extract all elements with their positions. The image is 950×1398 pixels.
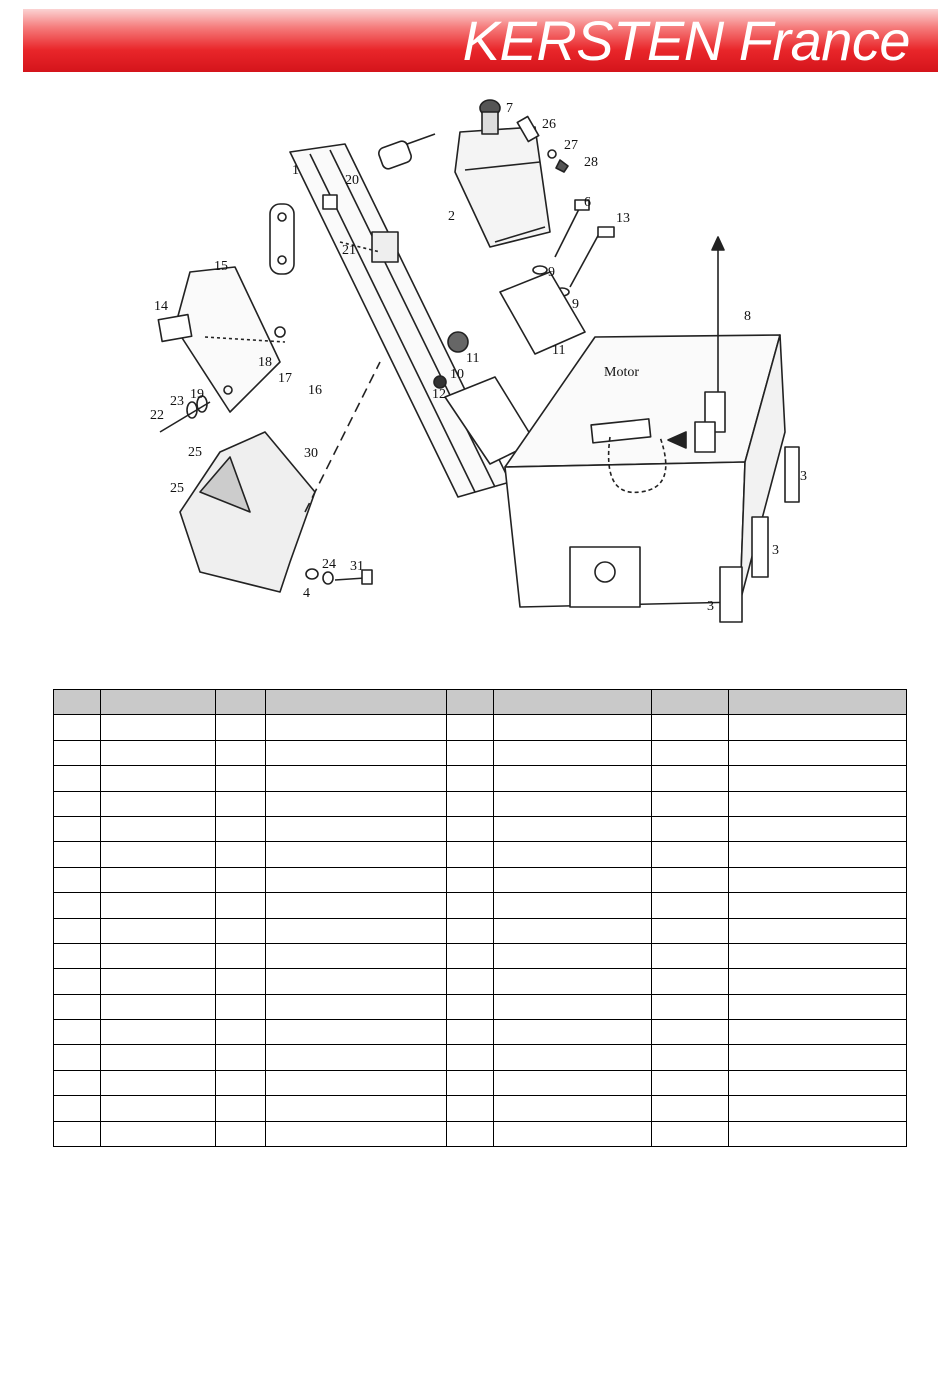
table-cell [266, 766, 447, 791]
callout-14: 14 [154, 299, 168, 314]
table-cell [447, 740, 494, 765]
table-cell [729, 969, 907, 994]
table-cell [652, 1096, 729, 1121]
table-cell [729, 943, 907, 968]
table-cell [266, 1070, 447, 1095]
table-cell [266, 867, 447, 892]
table-body [54, 715, 907, 1147]
callout-23: 23 [170, 394, 184, 409]
table-cell [729, 1070, 907, 1095]
table-cell [729, 740, 907, 765]
callout-4: 4 [303, 586, 310, 601]
table-cell [216, 893, 266, 918]
table-cell [54, 791, 101, 816]
table-row [54, 893, 907, 918]
table-cell [652, 969, 729, 994]
table-cell [54, 740, 101, 765]
table-row [54, 918, 907, 943]
table-cell [729, 1045, 907, 1070]
table-cell [101, 867, 216, 892]
callout-25b: 25 [170, 481, 184, 496]
table-cell [101, 918, 216, 943]
table-cell [216, 994, 266, 1019]
callout-9a: 9 [548, 265, 555, 280]
table-cell [652, 842, 729, 867]
table-cell [216, 1121, 266, 1146]
table-cell [447, 1096, 494, 1121]
table-cell [729, 1020, 907, 1045]
table-cell [494, 969, 652, 994]
table-cell [447, 791, 494, 816]
table-cell [216, 715, 266, 740]
callout-3a: 3 [800, 469, 807, 484]
header-banner [23, 9, 938, 72]
callout-2: 2 [448, 209, 455, 224]
table-header-cell [216, 690, 266, 715]
table-cell [54, 1096, 101, 1121]
callout-7: 7 [506, 101, 513, 116]
table-cell [54, 918, 101, 943]
table-cell [266, 893, 447, 918]
callout-24: 24 [322, 557, 336, 572]
table-row [54, 1045, 907, 1070]
table-header-cell [447, 690, 494, 715]
table-cell [101, 1020, 216, 1045]
table-cell [54, 893, 101, 918]
table-cell [494, 918, 652, 943]
table-cell [54, 816, 101, 841]
table-cell [447, 943, 494, 968]
table-cell [101, 715, 216, 740]
table-cell [101, 893, 216, 918]
table-row [54, 1121, 907, 1146]
table-row [54, 1020, 907, 1045]
callout-10: 10 [450, 367, 464, 382]
callout-25a: 25 [188, 445, 202, 460]
table-cell [729, 1121, 907, 1146]
table-cell [494, 1096, 652, 1121]
table-cell [101, 791, 216, 816]
callout-1: 1 [292, 163, 299, 178]
table-cell [447, 969, 494, 994]
table-cell [101, 943, 216, 968]
table-row [54, 943, 907, 968]
table-cell [266, 994, 447, 1019]
table-cell [266, 943, 447, 968]
table-cell [447, 816, 494, 841]
table-cell [494, 766, 652, 791]
table-header-cell [54, 690, 101, 715]
table-cell [652, 816, 729, 841]
table-cell [266, 740, 447, 765]
bracket-21 [372, 232, 398, 262]
table-cell [216, 867, 266, 892]
callout-21: 21 [342, 243, 356, 258]
table-cell [447, 766, 494, 791]
table-header-cell [101, 690, 216, 715]
table-cell [494, 893, 652, 918]
table-cell [266, 842, 447, 867]
table-cell [216, 740, 266, 765]
table-cell [101, 1121, 216, 1146]
callout-11a: 11 [466, 351, 480, 366]
callout-11b: 11 [552, 343, 566, 358]
table-cell [729, 715, 907, 740]
callout-30: 30 [304, 446, 318, 461]
table-cell [729, 918, 907, 943]
table-cell [216, 1045, 266, 1070]
callout-9b: 9 [572, 297, 579, 312]
callout-26: 26 [542, 117, 556, 132]
table-cell [216, 816, 266, 841]
table-cell [447, 715, 494, 740]
table-cell [101, 842, 216, 867]
table-row [54, 1070, 907, 1095]
diagram-drawing [140, 92, 820, 637]
table-cell [101, 1070, 216, 1095]
table-cell [54, 1070, 101, 1095]
table-cell [729, 1096, 907, 1121]
table-cell [494, 740, 652, 765]
table-row [54, 816, 907, 841]
table-cell [101, 740, 216, 765]
table-cell [729, 816, 907, 841]
table-cell [54, 1045, 101, 1070]
callout-3c: 3 [707, 599, 714, 614]
callout-3b: 3 [772, 543, 779, 558]
table-cell [729, 791, 907, 816]
table-cell [652, 867, 729, 892]
table-cell [54, 842, 101, 867]
table-cell [494, 943, 652, 968]
callout-8: 8 [744, 309, 751, 324]
table-header-cell [652, 690, 729, 715]
callout-18: 18 [258, 355, 272, 370]
brand-title: KERSTEN France [462, 9, 910, 72]
callout-28: 28 [584, 155, 598, 170]
table-cell [216, 842, 266, 867]
table-cell [652, 740, 729, 765]
table-cell [447, 918, 494, 943]
callout-15: 15 [214, 259, 228, 274]
table-cell [266, 1045, 447, 1070]
table-cell [101, 969, 216, 994]
table-cell [54, 867, 101, 892]
table-cell [729, 893, 907, 918]
table-header-cell [729, 690, 907, 715]
table-cell [652, 1020, 729, 1045]
table-cell [729, 994, 907, 1019]
table-cell [447, 994, 494, 1019]
table-cell [266, 1096, 447, 1121]
table-cell [54, 1020, 101, 1045]
table-cell [266, 969, 447, 994]
table-row [54, 715, 907, 740]
table-cell [652, 766, 729, 791]
table-cell [494, 842, 652, 867]
table-cell [101, 816, 216, 841]
table-row [54, 994, 907, 1019]
table-cell [216, 969, 266, 994]
table-cell [652, 994, 729, 1019]
table-cell [101, 1045, 216, 1070]
table-cell [652, 918, 729, 943]
callout-20: 20 [345, 173, 359, 188]
table-cell [266, 918, 447, 943]
table-cell [54, 969, 101, 994]
table-cell [54, 766, 101, 791]
table-cell [216, 1020, 266, 1045]
callout-27: 27 [564, 138, 578, 153]
exploded-parts-diagram [140, 92, 820, 637]
table-cell [494, 1045, 652, 1070]
table-cell [101, 766, 216, 791]
table-cell [54, 1121, 101, 1146]
table-cell [447, 1121, 494, 1146]
table-cell [447, 867, 494, 892]
table-row [54, 766, 907, 791]
table-cell [652, 1070, 729, 1095]
table-cell [494, 1121, 652, 1146]
table-cell [494, 816, 652, 841]
table-cell [54, 715, 101, 740]
parts-table [53, 689, 907, 1147]
table-cell [729, 842, 907, 867]
table-cell [266, 1121, 447, 1146]
table-cell [216, 791, 266, 816]
callout-16: 16 [308, 383, 322, 398]
table-cell [447, 893, 494, 918]
table-cell [447, 1070, 494, 1095]
table-cell [447, 842, 494, 867]
table-cell [266, 816, 447, 841]
table-cell [54, 994, 101, 1019]
table-cell [447, 1045, 494, 1070]
table-cell [729, 867, 907, 892]
table-cell [216, 1070, 266, 1095]
table-cell [447, 1020, 494, 1045]
table-cell [494, 867, 652, 892]
table-cell [494, 1070, 652, 1095]
table-cell [652, 1045, 729, 1070]
table-cell [216, 1096, 266, 1121]
table-cell [216, 766, 266, 791]
table-cell [652, 943, 729, 968]
table-cell [494, 1020, 652, 1045]
table-row [54, 1096, 907, 1121]
table-cell [494, 994, 652, 1019]
table-cell [101, 994, 216, 1019]
motor-label: Motor [604, 365, 639, 380]
callout-13: 13 [616, 211, 630, 226]
table-row [54, 969, 907, 994]
motor-housing-8 [505, 335, 780, 467]
table-cell [494, 715, 652, 740]
table-header-cell [266, 690, 447, 715]
table-cell [729, 766, 907, 791]
callout-12: 12 [432, 387, 446, 402]
table-cell [494, 791, 652, 816]
table-cell [266, 1020, 447, 1045]
table-cell [652, 893, 729, 918]
table-cell [266, 791, 447, 816]
table-header-row [54, 690, 907, 715]
table-cell [216, 918, 266, 943]
table-cell [652, 715, 729, 740]
table-cell [652, 791, 729, 816]
table-cell [266, 715, 447, 740]
callout-17: 17 [278, 371, 292, 386]
table-row [54, 867, 907, 892]
table-header-cell [494, 690, 652, 715]
table-cell [216, 943, 266, 968]
callout-19: 19 [190, 387, 204, 402]
callout-22: 22 [150, 408, 164, 423]
table-row [54, 842, 907, 867]
table-row [54, 740, 907, 765]
callout-6: 6 [584, 195, 591, 210]
table-cell [101, 1096, 216, 1121]
table-row [54, 791, 907, 816]
callout-31: 31 [350, 559, 364, 574]
table-cell [652, 1121, 729, 1146]
table-cell [54, 943, 101, 968]
